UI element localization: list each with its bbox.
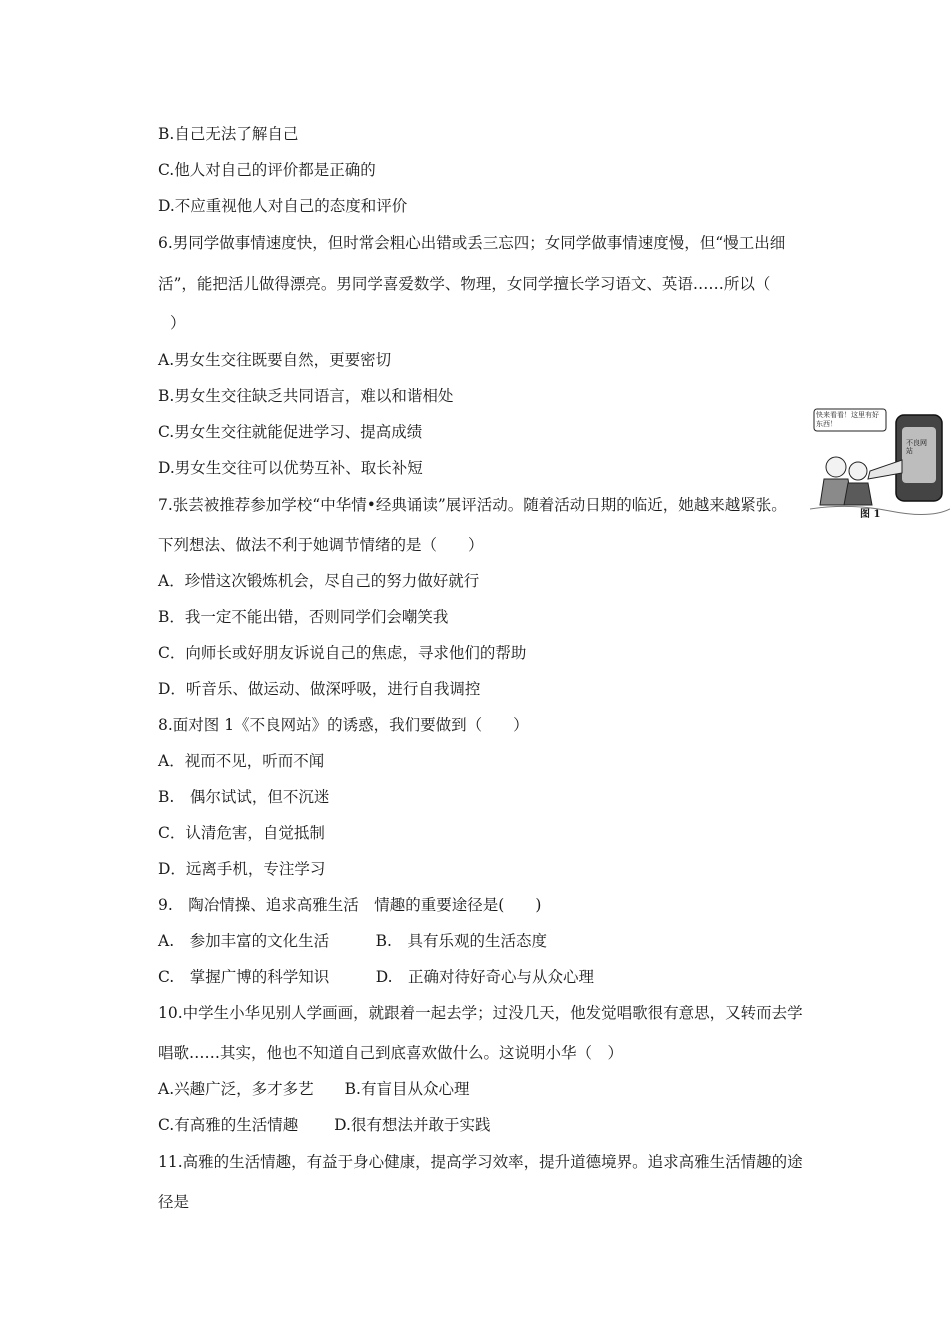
question-9: 9. 陶冶情操、追求高雅生活 情趣的重要途径是( ): [158, 896, 542, 914]
question-10: 10.中学生小华见别人学画画，就跟着一起去学；过没几天，他发觉唱歌很有意思，又转而去学: [158, 1004, 803, 1022]
option-b: B. 偶尔试试，但不沉迷: [158, 788, 330, 806]
question-11: 11.高雅的生活情趣，有益于身心健康，提高学习效率，提升道德境界。追求高雅生活情趣的途: [158, 1153, 803, 1171]
text-line: 径是: [158, 1193, 190, 1211]
text-line: B.自己无法了解自己: [158, 125, 299, 143]
option-d: D．听音乐、做运动、做深呼吸，进行自我调控: [158, 680, 481, 698]
options-ab: A. 参加丰富的文化生活 B. 具有乐观的生活态度: [158, 932, 547, 950]
text-line: D.不应重视他人对自己的态度和评价: [158, 197, 408, 215]
text-line: ）: [170, 314, 186, 332]
option-a: A．珍惜这次锻炼机会，尽自己的努力做好就行: [158, 572, 480, 590]
question-6: 6.男同学做事情速度快，但时常会粗心出错或丢三忘四；女同学做事情速度慢，但“慢工出细: [158, 234, 786, 252]
option-d: D.男女生交往可以优势互补、取长补短: [158, 459, 423, 477]
text-line: 唱歌……其实，他也不知道自己到底喜欢做什么。这说明小华（ ）: [158, 1044, 624, 1062]
options-cd: C. 掌握广博的科学知识 D. 正确对待好奇心与从众心理: [158, 968, 595, 986]
options-ab: A.兴趣广泛，多才多艺 B.有盲目从众心理: [158, 1080, 470, 1098]
question-7: 7.张芸被推荐参加学校“中华情•经典诵读”展评活动。随着活动日期的临近，她越来越紧张。: [158, 496, 787, 514]
options-cd: C.有高雅的生活情趣 D.很有想法并敢于实践: [158, 1116, 491, 1134]
option-b: B．我一定不能出错，否则同学们会嘲笑我: [158, 608, 449, 626]
option-c: C．认清危害，自觉抵制: [158, 824, 325, 842]
option-c: C．向师长或好朋友诉说自己的焦虑，寻求他们的帮助: [158, 644, 527, 662]
option-a: A．视而不见，听而不闻: [158, 752, 325, 770]
option-d: D．远离手机，专注学习: [158, 860, 326, 878]
option-b: B.男女生交往缺乏共同语言，难以和谐相处: [158, 387, 454, 405]
option-c: C.男女生交往就能促进学习、提高成绩: [158, 423, 423, 441]
figure-label: 图 1: [860, 509, 881, 520]
text-line: C.他人对自己的评价都是正确的: [158, 161, 376, 179]
phone-screen-text: 不良网站: [906, 439, 927, 455]
text-line: 活”，能把活儿做得漂亮。男同学喜爱数学、物理，女同学擅长学习语文、英语……所以（: [158, 275, 771, 293]
speech-bubble-text: 快来看看！这里有好东西！: [816, 411, 879, 428]
option-a: A.男女生交往既要自然，更要密切: [158, 351, 392, 369]
question-8: 8.面对图 1《不良网站》的诱惑，我们要做到（ ）: [158, 716, 529, 734]
text-line: 下列想法、做法不利于她调节情绪的是（ ）: [158, 536, 484, 554]
